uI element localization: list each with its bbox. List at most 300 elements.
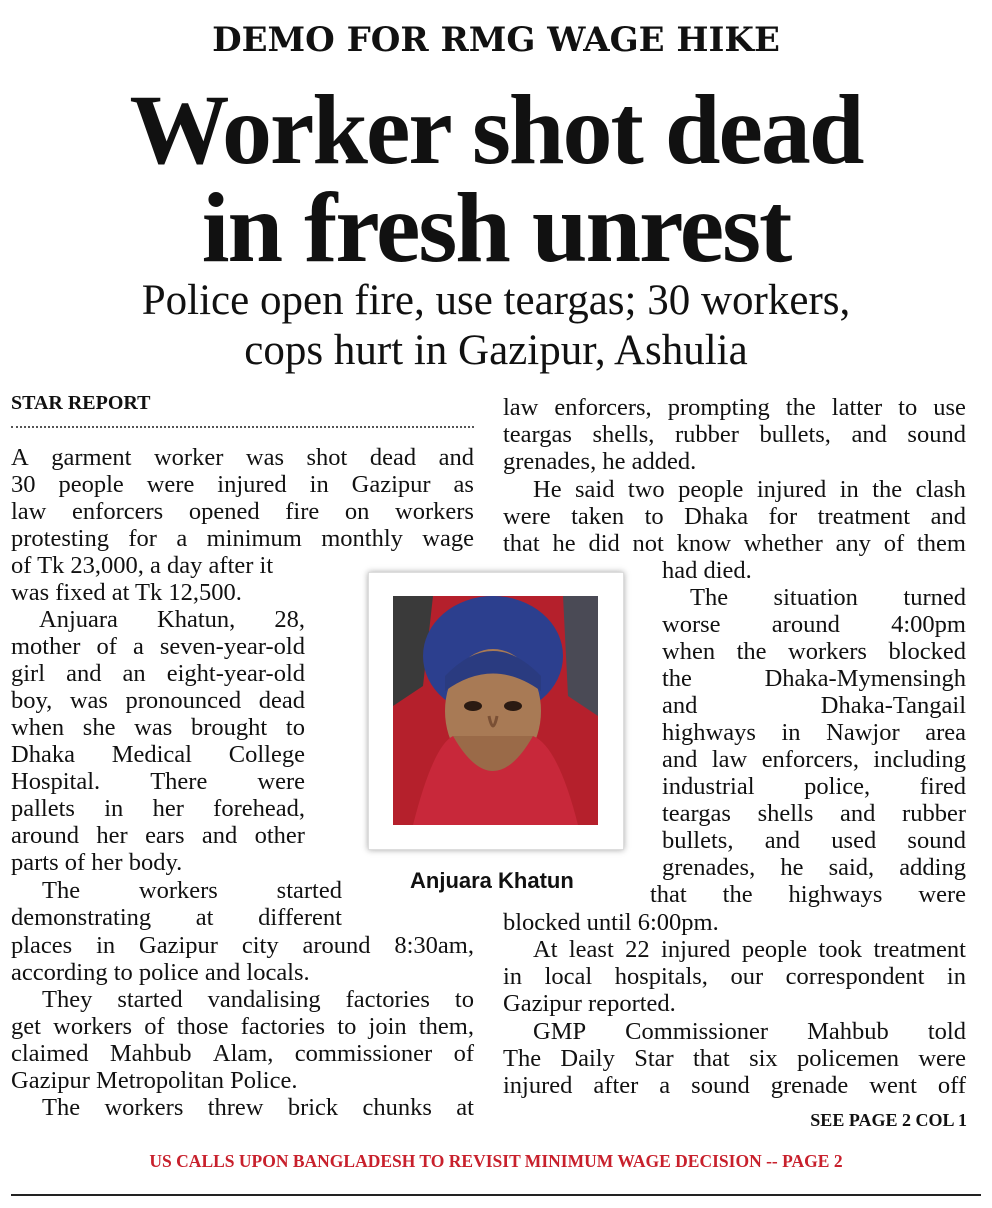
body-line-text	[650, 881, 966, 908]
word: sound	[907, 421, 966, 448]
word: for	[128, 525, 157, 552]
word: a	[132, 633, 144, 660]
word: 28,	[274, 606, 305, 633]
body-line-text	[662, 719, 966, 746]
word: different	[258, 904, 342, 931]
word: he	[780, 854, 804, 881]
word: threw	[207, 1094, 264, 1121]
body-line-text	[662, 692, 966, 719]
body-line	[503, 530, 966, 557]
word: of	[453, 1040, 474, 1067]
body-line	[11, 714, 305, 741]
word: worker	[153, 444, 224, 471]
word: in	[781, 719, 801, 746]
word: situation	[773, 584, 858, 611]
word: industrial	[662, 773, 755, 800]
word: bullets,	[759, 421, 831, 448]
word: A	[11, 444, 29, 471]
word: to	[454, 986, 474, 1013]
word: were	[918, 881, 966, 908]
body-line-text	[503, 1045, 966, 1072]
body-line	[39, 606, 305, 633]
body-line	[11, 768, 305, 795]
word: started	[117, 986, 183, 1013]
word: the	[872, 476, 903, 503]
body-line	[690, 584, 966, 611]
word: around	[302, 932, 371, 959]
body-line	[503, 421, 966, 448]
word: The	[42, 877, 81, 904]
word: Anjuara	[39, 606, 118, 633]
byline-divider	[11, 426, 474, 428]
body-line-text	[11, 822, 305, 849]
body-line-text	[662, 746, 966, 773]
body-line-text	[11, 525, 474, 552]
word: There	[150, 768, 208, 795]
word: workers	[53, 1013, 133, 1040]
word: monthly	[321, 525, 403, 552]
word: told	[927, 1018, 966, 1045]
body-line	[662, 773, 966, 800]
word: least	[568, 936, 614, 963]
word: fire	[285, 498, 320, 525]
body-line	[11, 660, 305, 687]
word: Medical	[111, 741, 192, 768]
word: dead	[369, 444, 417, 471]
body-line-text	[42, 877, 342, 904]
word: for	[768, 503, 798, 530]
body-line	[503, 448, 966, 475]
body-line-text	[11, 498, 474, 525]
word: ears	[145, 822, 185, 849]
word: The	[690, 584, 729, 611]
word: people	[58, 471, 124, 498]
body-line	[11, 498, 474, 525]
kicker: DEMO FOR RMG WAGE HIKE	[212, 20, 780, 60]
word: correspondent	[785, 963, 925, 990]
body-line	[42, 877, 342, 904]
body-line-text: Gazipur reported.	[503, 990, 676, 1017]
word: shot	[306, 444, 348, 471]
word: used	[831, 827, 877, 854]
word: The	[42, 1094, 81, 1121]
word: Daily	[560, 1045, 615, 1072]
body-line-text: was fixed at Tk 12,500.	[11, 579, 242, 606]
word: claimed	[11, 1040, 89, 1067]
word: said	[575, 476, 615, 503]
body-line-text	[662, 665, 966, 692]
body-line	[503, 990, 966, 1017]
word: local	[544, 963, 593, 990]
word: went	[869, 1072, 917, 1099]
body-line	[650, 881, 966, 908]
word: Commissioner	[625, 1018, 769, 1045]
word: treatment	[817, 503, 911, 530]
word: Mahbub	[807, 1018, 889, 1045]
word: in	[104, 795, 124, 822]
body-line	[11, 471, 474, 498]
word: said,	[828, 854, 875, 881]
word: protesting	[11, 525, 109, 552]
word: shells,	[592, 421, 655, 448]
body-line	[662, 800, 966, 827]
body-line-text	[503, 394, 966, 421]
deck-line-2: cops hurt in Gazipur, Ashulia	[244, 327, 748, 374]
body-line-text: grenades, he added.	[503, 448, 697, 475]
word: at	[456, 1094, 474, 1121]
word: places	[11, 932, 73, 959]
word: and	[662, 692, 698, 719]
word: that	[650, 881, 687, 908]
body-line-text: Gazipur Metropolitan Police.	[11, 1067, 298, 1094]
word: pallets	[11, 795, 75, 822]
word: when	[662, 638, 716, 665]
word: injured	[217, 471, 287, 498]
word: Khatun,	[157, 606, 236, 633]
word: clash	[915, 476, 966, 503]
word: He	[533, 476, 562, 503]
body-line-text: had died.	[662, 557, 752, 584]
body-line	[533, 1018, 966, 1045]
body-line	[503, 963, 966, 990]
word: They	[42, 986, 93, 1013]
word: was	[134, 714, 173, 741]
body-line	[11, 444, 474, 471]
body-line-text	[503, 530, 966, 557]
word: and	[662, 746, 698, 773]
word: a	[176, 525, 188, 552]
word: the	[736, 638, 767, 665]
word: brick	[287, 1094, 339, 1121]
word: not	[632, 530, 664, 557]
word: prompting	[667, 394, 770, 421]
body-line-text	[11, 795, 305, 822]
body-line	[11, 1067, 474, 1094]
body-line	[662, 557, 966, 584]
word: after	[593, 1072, 639, 1099]
word: were	[503, 503, 551, 530]
body-line-text	[11, 444, 474, 471]
body-line	[11, 795, 305, 822]
word: her	[152, 795, 184, 822]
word: and	[851, 421, 887, 448]
word: to	[337, 1013, 357, 1040]
body-line	[503, 394, 966, 421]
body-line-text	[11, 741, 305, 768]
word: vandalising	[207, 986, 321, 1013]
word: and	[930, 503, 966, 530]
body-line	[11, 579, 305, 606]
word: were	[257, 768, 305, 795]
word: six	[749, 1045, 778, 1072]
word: teargas	[662, 800, 731, 827]
body-line-text	[42, 986, 474, 1013]
word: Dhaka	[684, 503, 749, 530]
word: were	[146, 471, 195, 498]
word: and	[840, 800, 876, 827]
teaser-link[interactable]: US CALLS UPON BANGLADESH TO REVISIT MINIMUM WAGE DECISION -- PAGE 2	[149, 1151, 843, 1171]
word: and	[438, 444, 474, 471]
body-line	[42, 986, 474, 1013]
headline-line-2: in fresh unrest	[201, 172, 791, 283]
word: in	[503, 963, 523, 990]
body-line-text	[503, 503, 966, 530]
word: workers	[395, 498, 474, 525]
word: Dhaka	[11, 741, 75, 768]
word: Dhaka-Tangail	[820, 692, 966, 719]
word: College	[228, 741, 305, 768]
word: the	[662, 665, 692, 692]
word: garment	[51, 444, 132, 471]
word: law	[11, 498, 47, 525]
body-line	[11, 1040, 474, 1067]
word: use	[933, 394, 966, 421]
body-line	[11, 525, 474, 552]
word: seven-year-old	[159, 633, 305, 660]
word: started	[276, 877, 342, 904]
body-line-text	[42, 1094, 474, 1121]
body-line-text	[662, 638, 966, 665]
word: sound	[691, 1072, 750, 1099]
word: GMP	[533, 1018, 587, 1045]
word: Star	[634, 1045, 674, 1072]
body-line	[662, 611, 966, 638]
body-line-text	[690, 584, 966, 611]
word: in	[96, 932, 116, 959]
word: our	[730, 963, 764, 990]
word: as	[453, 471, 474, 498]
word: highways	[662, 719, 756, 746]
word: to	[898, 394, 918, 421]
portrait-image	[393, 596, 598, 825]
body-line	[662, 719, 966, 746]
word: policemen	[796, 1045, 900, 1072]
body-line	[662, 665, 966, 692]
word: in	[839, 476, 859, 503]
word: the	[785, 394, 816, 421]
word: any	[835, 530, 871, 557]
word: boy,	[11, 687, 53, 714]
body-line	[533, 936, 966, 963]
word: 8:30am,	[394, 932, 474, 959]
word: to	[644, 503, 664, 530]
word: other	[254, 822, 305, 849]
word: in	[309, 471, 329, 498]
body-line	[533, 476, 966, 503]
body-line-text	[662, 800, 966, 827]
word: Nawjor	[826, 719, 900, 746]
word: that	[692, 1045, 730, 1072]
body-line	[11, 904, 342, 931]
word: girl	[11, 660, 46, 687]
word: brought	[190, 714, 268, 741]
word: grenades,	[662, 854, 756, 881]
word: shells	[757, 800, 814, 827]
word: fired	[919, 773, 966, 800]
word: Mahbub	[109, 1040, 192, 1067]
word: forehead,	[213, 795, 305, 822]
word: on	[344, 498, 370, 525]
body-line-text	[11, 633, 305, 660]
word: injured	[503, 1072, 573, 1099]
word: city	[241, 932, 279, 959]
word: law	[503, 394, 539, 421]
word: around	[11, 822, 80, 849]
body-line-text	[39, 606, 305, 633]
word: to	[285, 714, 305, 741]
body-line-text: of Tk 23,000, a day after it	[11, 552, 274, 579]
word: factories	[345, 986, 430, 1013]
word: of	[883, 530, 905, 557]
word: a	[659, 1072, 671, 1099]
word: them	[916, 530, 966, 557]
body-line	[662, 692, 966, 719]
word: rubber	[902, 800, 966, 827]
word: did	[588, 530, 620, 557]
body-line	[11, 552, 305, 579]
word: Alam,	[212, 1040, 274, 1067]
word: Dhaka-Mymensingh	[764, 665, 966, 692]
word: sound	[907, 827, 966, 854]
body-line	[11, 687, 305, 714]
word: was	[69, 687, 108, 714]
word: injured	[661, 936, 731, 963]
word: demonstrating	[11, 904, 152, 931]
word: turned	[903, 584, 966, 611]
body-line	[503, 1072, 966, 1099]
deck-line-1: Police open fire, use teargas; 30 workers,	[141, 277, 851, 324]
body-line	[11, 633, 305, 660]
body-line-text	[662, 827, 966, 854]
body-line	[503, 1045, 966, 1072]
word: and	[66, 660, 102, 687]
body-line	[662, 638, 966, 665]
word: 4:00pm	[891, 611, 966, 638]
word: including	[873, 746, 966, 773]
body-line	[11, 822, 305, 849]
word: he	[552, 530, 576, 557]
body-line-text	[662, 611, 966, 638]
word: police,	[804, 773, 871, 800]
photo-caption: Anjuara Khatun	[410, 868, 574, 893]
body-line-text	[503, 1072, 966, 1099]
body-line-text	[533, 936, 966, 963]
body-line-text	[533, 1018, 966, 1045]
word: rubber	[674, 421, 739, 448]
word: wage	[422, 525, 474, 552]
body-line	[11, 959, 474, 986]
word: minimum	[206, 525, 302, 552]
word: when	[11, 714, 65, 741]
word: were	[918, 1045, 966, 1072]
bottom-rule	[11, 1194, 981, 1196]
word: 30	[11, 471, 36, 498]
body-line-text	[11, 932, 474, 959]
word: mother	[11, 633, 81, 660]
body-line-text	[503, 421, 966, 448]
body-line-text	[533, 476, 966, 503]
word: opened	[188, 498, 260, 525]
word: enforcers	[72, 498, 164, 525]
body-line-text	[11, 768, 305, 795]
word: people	[741, 936, 808, 963]
word: worse	[662, 611, 721, 638]
body-line-text	[503, 963, 966, 990]
word: hospitals,	[614, 963, 708, 990]
word: and	[764, 827, 801, 854]
body-line-text: parts of her body.	[11, 849, 183, 876]
word: eight-year-old	[166, 660, 305, 687]
word: in	[946, 963, 966, 990]
body-line-text	[11, 714, 305, 741]
body-line-text	[11, 1013, 474, 1040]
word: Hospital.	[11, 768, 101, 795]
word: and	[201, 822, 238, 849]
word: an	[122, 660, 146, 687]
body-line	[662, 854, 966, 881]
body-line-text	[11, 687, 305, 714]
word: enforcers,	[554, 394, 652, 421]
word: treatment	[873, 936, 966, 963]
word: bullets,	[662, 827, 734, 854]
word: workers	[788, 638, 867, 665]
word: two	[627, 476, 665, 503]
word: get	[11, 1013, 41, 1040]
word: of	[96, 633, 117, 660]
body-line	[503, 909, 966, 936]
body-line	[11, 741, 305, 768]
word: at	[195, 904, 214, 931]
headline-line-1: Worker shot dead	[129, 74, 863, 185]
word: the	[722, 881, 753, 908]
word: 22	[625, 936, 650, 963]
body-line	[11, 932, 474, 959]
word: that	[503, 530, 540, 557]
body-line-text	[11, 471, 474, 498]
word: law	[711, 746, 748, 773]
word: Gazipur	[351, 471, 431, 498]
word: highways	[788, 881, 883, 908]
word: those	[176, 1013, 229, 1040]
see-page-jump[interactable]: SEE PAGE 2 COL 1	[810, 1110, 967, 1130]
word: know	[676, 530, 732, 557]
word: people	[678, 476, 744, 503]
word: teargas	[503, 421, 572, 448]
word: area	[925, 719, 966, 746]
word: took	[818, 936, 863, 963]
word: was	[245, 444, 284, 471]
word: workers	[104, 1094, 184, 1121]
word: she	[82, 714, 116, 741]
word: pronounced	[125, 687, 242, 714]
body-line-text	[11, 1040, 474, 1067]
body-line	[503, 503, 966, 530]
word: her	[96, 822, 128, 849]
word: around	[771, 611, 840, 638]
word: commissioner	[294, 1040, 433, 1067]
word: factories	[240, 1013, 326, 1040]
byline: STAR REPORT	[11, 392, 151, 414]
word: workers	[138, 877, 218, 904]
word: off	[937, 1072, 966, 1099]
word: adding	[899, 854, 966, 881]
word: whether	[743, 530, 823, 557]
word: of	[144, 1013, 165, 1040]
word: blocked	[888, 638, 966, 665]
body-line-text	[11, 660, 305, 687]
body-line	[42, 1094, 474, 1121]
word: injured	[756, 476, 827, 503]
